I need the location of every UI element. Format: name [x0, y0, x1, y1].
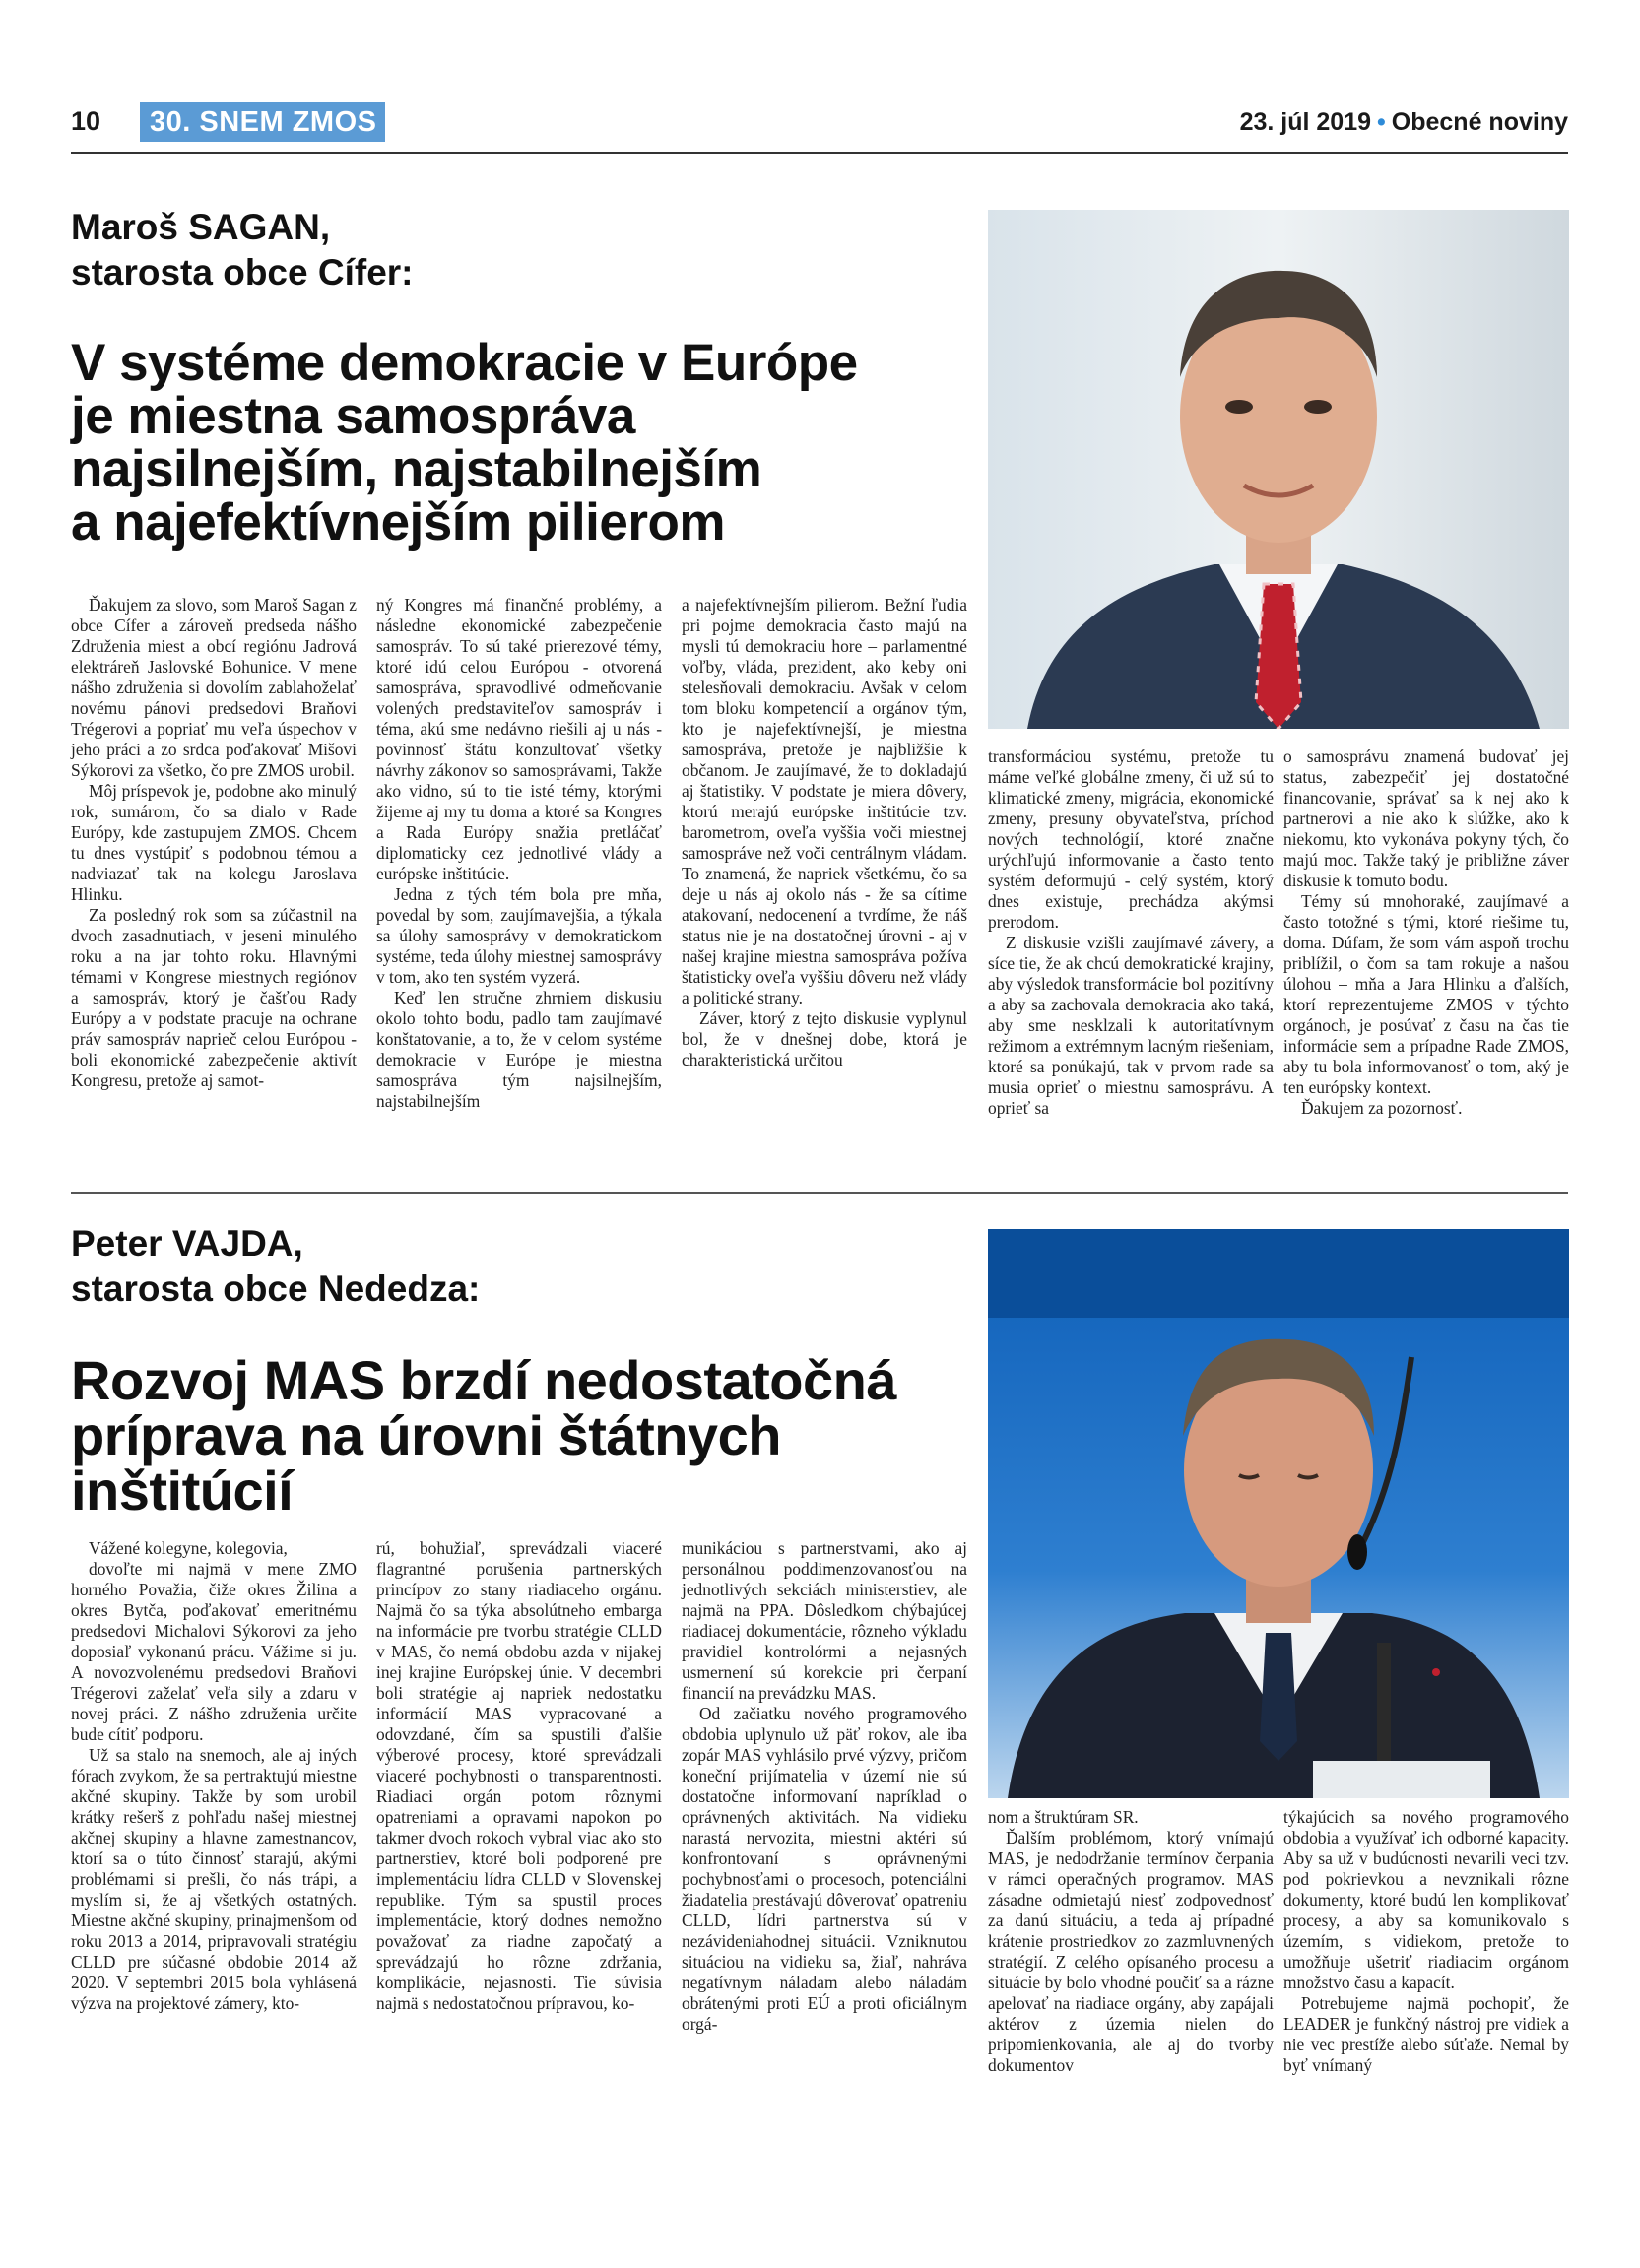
headline-line: najsilnejším, najstabilnejším	[71, 440, 762, 498]
headline-line: je miestna samospráva	[71, 387, 635, 445]
article2-speaker	[71, 1221, 480, 1312]
article1-speaker	[71, 205, 414, 295]
paragraph: o samosprávu znamená budovať jej status, zabezpečiť jej dostatočné financovanie, správať sa k nej ako k partnerovi a nie ako k slúžke, ako k niekomu, kto vykonáva pokyny tých, čo majú moc. Takže taký je približne záver diskusie k tomuto bodu.	[1283, 746, 1569, 890]
paragraph: nom a štruktúram SR.	[988, 1807, 1139, 1827]
paragraph: Za posledný rok som sa zúčastnil na dvoch zasadnutiach, v jeseni minulého roku a na jar tohto roku. Hlavnými témami v Kongrese miestnych regiónov a samospráv, ktorý je čašťou Rady Európy a v podstate pracuje na ochrane práv samospráv naprieč celou Európou - boli ekonomické zabezpečenie aktivít Kongresu, pretože aj samot-	[71, 905, 357, 1090]
article1-column-4	[988, 746, 1274, 1119]
headline-line: V systéme demokracie v Európe	[71, 334, 858, 392]
article1-column-3	[682, 595, 967, 1070]
article2-column-1	[71, 1538, 357, 2014]
publication-name: Obecné noviny	[1391, 108, 1568, 136]
paragraph: Od začiatku nového programového obdobia uplynulo už päť rokov, ale iba zopár MAS vyhlásilo prvé výzvy, pričom koneční prijímatelia v území nie sú dostatočne informovaní napríklad o oprávnených aktivitách. Na vidieku narastá nervozita, miestni aktéri sú konfrontovaní s oprávnenými pochybnosťami o procesoch, potenciálni žiadatelia prestávajú dôverovať opatreniu CLLD, lídri partnerstva sú v nezávideniahodnej situácii. Vzniknutou situáciou na vidieku sa, žiaľ, nahráva negatívnym náladam alebo náladám obrátenými proti EÚ a proti oficiálnym orgá-	[682, 1704, 967, 2034]
paragraph: rú, bohužiaľ, sprevádzali viaceré flagrantné porušenia partnerských princípov zo stany riadiaceho orgánu. Najmä čo sa týka absolútneho embarga na informácie pre tvorbu stratégie CLLD v MAS, čo nemá obdobu azda v nijakej inej krajine Európskej únie. V decembri boli stratégie aj napriek nedostatku informácií MAS vypracované a odovzdané, čím sa spustili ďalšie výberové procesy, ktoré sprevádzali viaceré pochybnosti o transparentnosti. Riadiaci orgán potom rôznymi opatreniami a opravami napokon po takmer dvoch rokoch vybral viac ako sto partnerstiev, ktoré boli podporené pre implementáciu lídra CLLD v Slovenskej republike. Tým sa spustil proces implementácie, ktorý dodnes nemožno považovať za riadne započatý a sprevádzajú ho rôzne zdržania, komplikácie, nejasnosti. Tie súvisia najmä s nedostatočnou prípravou, ko-	[376, 1538, 662, 2013]
paragraph: Témy sú mnohoraké, zaujímavé a často totožné s tými, ktoré riešime tu, doma. Dúfam, že som vám aspoň trochu priblížil, o čom sa tam rokuje a našou úlohou – mňa a Jara Hlinku a ďalších, ktorí reprezentujeme ZMOS v týchto orgánoch, je posúvať z času na čas tie informácie sem a prípadne Rade ZMOS, aby tu bola informovanosť o tom, aký je ten európsky kontext.	[1283, 891, 1569, 1097]
paragraph: dovoľte mi najmä v mene ZMO horného Považia, čiže okres Žilina a okres Bytča, poďakovať emeritnému predsedovi Michalovi Sýkorovi za jeho doposiaľ vykonanú prácu. Vážime si ju. A novozvolenému predsedovi Braňovi Trégerovi zaželať veľa sily a zdaru v novej práci. Z nášho združenia určite bude cítiť podporu.	[71, 1559, 357, 1744]
speaker-role: starosta obce Nededza:	[71, 1268, 481, 1309]
paragraph: Ďakujem za slovo, som Maroš Sagan z obce Cífer a zároveň predseda nášho Združenia miest a obcí regiónu Jadrová elektráreň Jaslovské Bohunice. V mene nášho združenia si dovolím zablahoželať novému pánovi predsedovi Braňovi Trégerovi a popriať mu veľa úspechov v jeho práci a zo srdca poďakovať Mišovi Sýkorovi za všetko, čo pre ZMOS urobil.	[71, 595, 357, 780]
issue-date: 23. júl 2019	[1239, 108, 1372, 136]
paragraph: Z diskusie vzišli zaujímavé závery, a síce tie, že ak chcú demokratické krajiny, aby výsledok transformácie bol pozitívny a aby sa zachovala demokracia ako taká, aby sme nesklzali k autoritatívnym režimom a extrémnym lacným riešeniam, ktoré sa ponúkajú, tak v prvom rade sa musia oprieť o miestnu samosprávu. A oprieť sa	[988, 933, 1274, 1118]
article2-headline	[71, 1349, 896, 1522]
speaker-name: Maroš SAGAN,	[71, 207, 331, 247]
paragraph: a najefektívnejším pilierom. Bežní ľudia pri pojme demokracia často majú na mysli tú demokraciu hore – parlamentné voľby, vláda, prezident, ako keby oni stelesňovali demokraciu. Avšak v celom tom bloku kompetencií a orgánov tým, kto je najefektívnejší, je miestna samospráva, pretože je najbližšie k občanom. Je zaujímavé, že to dokladajú aj štatistiky. V podstate je miera dôvery, ktorú merajú európske inštitúcie tzv. barometrom, oveľa vyššia voči miestnej samospráve než voči centrálnym vládam. To znamená, že napriek všetkému, čo sa deje u nás aj okolo nás - že sa cítime atakovaní, nedocenení a tvrdíme, že náš status nie je na dostatočnej úrovni - aj v našej krajine miestna samospráva požíva štatisticky oveľa vyššiu dôveru než vlády a politické strany.	[682, 595, 967, 1007]
article1-column-2	[376, 595, 662, 1112]
article2-column-2	[376, 1538, 662, 2014]
paragraph: ný Kongres má finančné problémy, a následne ekonomické zabezpečenie samospráv. To sú také prierezové témy, ktoré idú celou Európou - otvorená samospráva, spravodlivé odmeňovanie volených predstaviteľov samospráv i téma, akú sme nedávno riešili aj u nás - povinnosť štátu konzultovať všetky návrhy zákonov so samosprávami, Takže ako vidno, sú to tie isté témy, ktorými žijeme aj my tu doma a ktoré sa Kongres a Rada Európy snažia pretláčať diplomaticky cez jednotlivé vlády a európske inštitúcie.	[376, 595, 662, 883]
portrait-photo-sagan	[988, 210, 1569, 729]
article1-headline	[71, 334, 858, 551]
article2-column-3	[682, 1538, 967, 2035]
headline-line: Rozvoj MAS brzdí nedostatočná	[71, 1349, 896, 1411]
date-line	[1240, 108, 1568, 137]
headline-line: inštitúcií	[71, 1459, 294, 1522]
paragraph: Keď len stručne zhrniem diskusiu okolo tohto bodu, padlo tam zaujímavé konštatovanie, a to, že v celom systéme demokracie v Európe je miestna samospráva tým najsilnejším, najstabilnejším	[376, 988, 662, 1111]
paragraph: Jedna z tých tém bola pre mňa, povedal by som, zaujímavejšia, a týkala sa úlohy samosprávy v demokratickom systéme, teda úlohy miestnej samosprávy v tom, ako ten systém vyzerá.	[376, 884, 662, 987]
paragraph: transformáciou systému, pretože tu máme veľké globálne zmeny, či už sú to klimatické zmeny, migrácia, ekonomické zmeny, presuny obyvateľstva, príchod nových technológií, ktoré značne urýchľujú informovanie a často tento systém deformujú - celý systém, ktorý dnes existuje, prechádza akýmsi prerodom.	[988, 746, 1274, 932]
article2-column-4	[988, 1807, 1274, 2076]
paragraph: týkajúcich sa nového programového obdobia a využívať ich odborné kapacity. Aby sa už v budúcnosti nevarili veci tzv. pod pokrievkou a nevznikali rôzne dokumenty, ktoré budú len komplikovať procesy, a aby sa komunikovalo s územím, s vidiekom, pretože to umožňuje ušetriť riadiacim orgánom množstvo času a kapacít.	[1283, 1807, 1569, 1992]
bullet-separator: •	[1377, 108, 1386, 136]
paragraph: Potrebujeme najmä pochopiť, že LEADER je funkčný nástroj pre vidiek a nie vec prestíže alebo súťaže. Nemal by byť vnímaný	[1283, 1993, 1569, 2075]
article1-column-5	[1283, 746, 1569, 1119]
header-rule	[71, 152, 1568, 154]
paragraph: Záver, ktorý z tejto diskusie vyplynul bol, že v dnešnej dobe, ktorá je charakteristická určitou	[682, 1008, 967, 1069]
speaker-role: starosta obce Cífer:	[71, 252, 414, 292]
paragraph: Môj príspevok je, podobne ako minulý rok, sumárom, čo sa dialo v Rade Európy, kde zastupujem ZMOS. Chcem tu dnes vystúpiť s podobnou témou a nadviazať tak na kolegu Jaroslava Hlinku.	[71, 781, 357, 904]
page-number: 10	[71, 106, 101, 136]
speaker-photo-vajda	[988, 1229, 1569, 1798]
headline-line: príprava na úrovni štátnych	[71, 1404, 781, 1466]
article2-column-5	[1283, 1807, 1569, 2076]
paragraph: Ďalším problémom, ktorý vnímajú MAS, je nedodržanie termínov čerpania v rámci operačných programov. MAS zásadne odmietajú niesť zodpovednosť za danú situáciu, a teda aj prípadné krátenie prostriedkov zo zazmluvnených stratégií. Z celého opísaného procesu a situácie by bolo vhodné poučiť sa a rázne apelovať na riadiace orgány, aby zapájali aktérov z územia nielen do pripomienkovania, ale aj do tvorby dokumentov	[988, 1828, 1274, 2075]
headline-line: a najefektívnejším pilierom	[71, 493, 725, 551]
section-divider	[71, 1192, 1568, 1194]
paragraph: Ďakujem za pozornosť.	[1301, 1098, 1463, 1118]
page-header	[71, 102, 1568, 150]
paragraph: munikáciou s partnerstvami, ako aj personálnou poddimenzovanosťou na jednotlivých sekciách ministerstiev, ale najmä na PPA. Dôsledkom chýbajúcej riadiacej dokumentácie, rôzneho výkladu pravidiel kontrolórmi a nejasných usmernení sú korekcie pri čerpaní financií na prevádzku MAS.	[682, 1538, 967, 1703]
paragraph: Už sa stalo na snemoch, ale aj iných fórach zvykom, že sa pertraktujú miestne akčné skupiny. Takže by som urobil krátky rešerš z pohľadu našej miestnej akčnej skupiny a hlavne zamestnancov, ktorí sa o túto činnosť starajú, akými problémami si prešli, čo nás trápi, a myslím si, že aj všetkých ostatných. Miestne akčné skupiny, prinajmenšom od roku 2013 a 2014, pripravovali stratégiu CLLD pre súčasné obdobie 2014 až 2020. V septembri 2015 bola vyhlásená výzva na projektové zámery, kto-	[71, 1745, 357, 2013]
section-tag: 30. SNEM ZMOS	[140, 102, 385, 142]
speaker-name: Peter VAJDA,	[71, 1223, 303, 1264]
article1-column-1	[71, 595, 357, 1091]
paragraph: Vážené kolegyne, kolegovia,	[89, 1538, 288, 1558]
